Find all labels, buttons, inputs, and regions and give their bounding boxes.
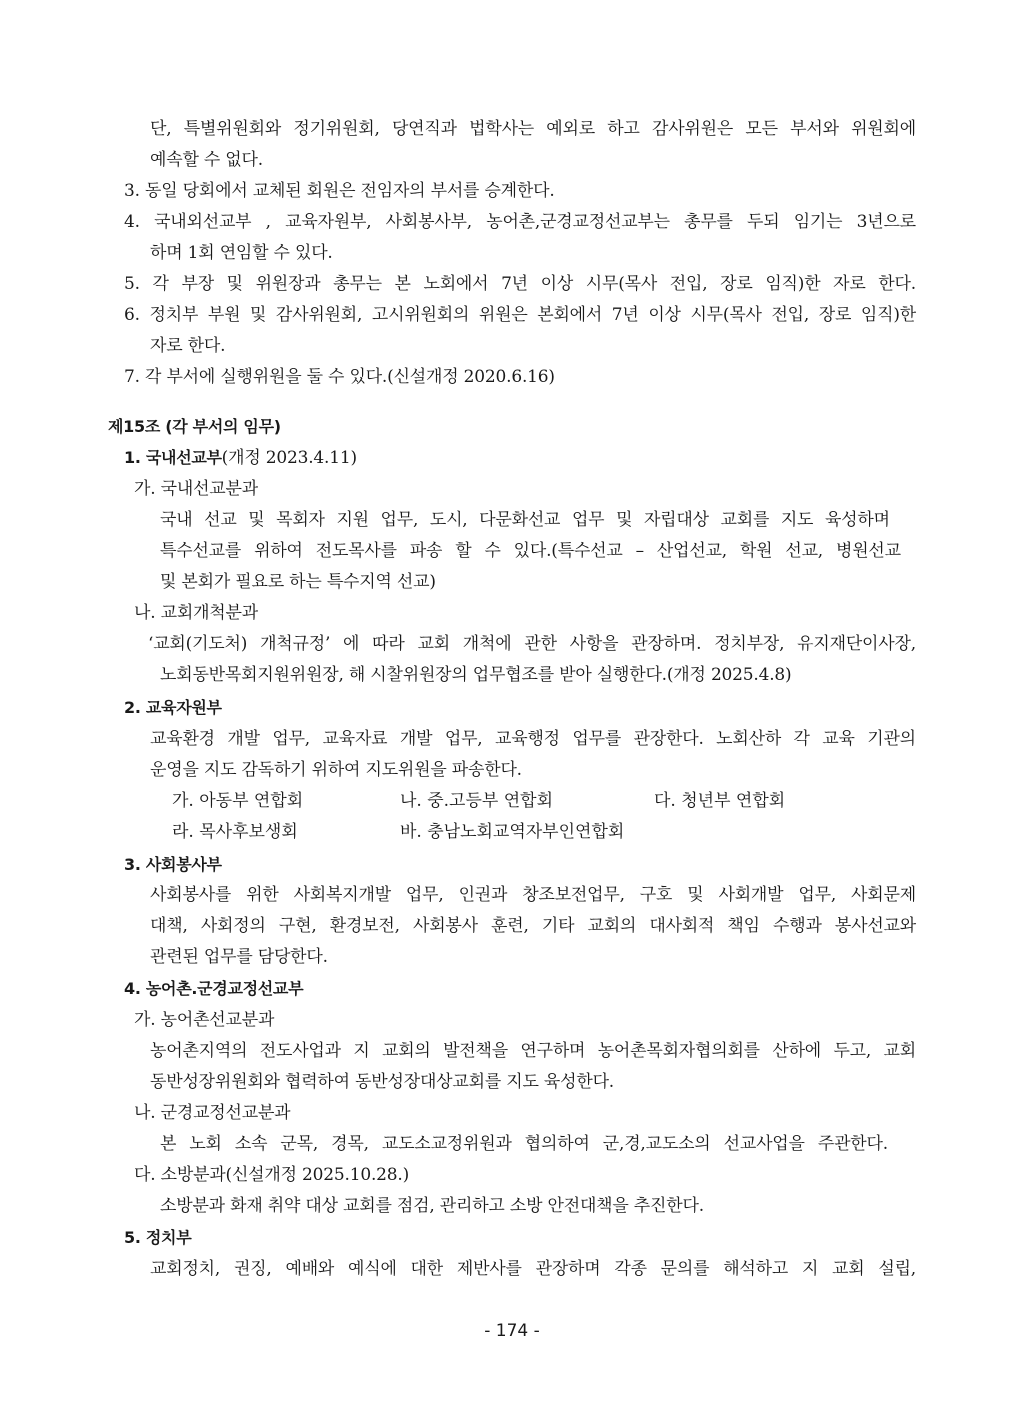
group-item: 다. 청년부 연합회 [654,791,786,811]
word: 지도 [780,510,814,530]
word: 개발 [399,729,433,749]
word: 개발 [227,729,260,749]
word: 주관한다. [817,1134,888,1154]
word: 위원장과 [255,274,321,294]
word: 선교, [785,541,824,561]
word: 모든 [745,119,778,139]
word: 전도사업과 [259,1041,341,1061]
paragraph-line: 관련된 업무를 담당한다. [150,947,328,967]
word: 이상 [540,274,574,294]
word: 단, [150,119,172,139]
paragraph-line: 하며 1회 연임할 수 있다. [150,243,333,263]
word: 두고, [833,1041,872,1061]
word: 따라 [372,634,405,654]
word: 업무, [444,729,483,749]
word: 해석하고 [723,1259,789,1279]
word: 교육자료 [322,729,388,749]
list-item-7: 7. 각 부서에 실행위원을 둘 수 있다.(신설개정 2020.6.16) [124,367,555,387]
word: – [635,541,644,561]
subsection-heading: 가. 국내선교분과 [134,479,258,499]
word: 7년 [611,305,639,325]
word: 예배와 [285,1259,335,1279]
word: 법학사는 [469,119,535,139]
paragraph-line: 노회동반목회지원위원장, 해 시찰위원장의 업무협조를 받아 실행한다.(개정 2025.4.8) [160,665,792,685]
word: 본회에서 [537,305,603,325]
word: 자립대상 [643,510,709,530]
word: 선교 [204,510,237,530]
word: 권징, [233,1259,272,1279]
paragraph-line [160,509,890,531]
word: 사회정의 [200,916,266,936]
word: 업무, [798,885,837,905]
list-item-3: 3. 동일 당회에서 교체된 회원은 전임자의 부서를 승계한다. [124,181,555,201]
word: 업무, [272,729,310,749]
paragraph-line [150,118,916,140]
word: 교육자원부, [285,212,372,232]
word: 교회의 [587,916,637,936]
paragraph-line [150,728,916,750]
word: 구현, [278,916,317,936]
list-item-4 [124,211,916,233]
paragraph-line [150,1258,916,1280]
word: 특별위원회와 [183,119,282,139]
word: 고시위원회의 [371,305,470,325]
word: 당연직과 [391,119,457,139]
word: 총무를 [684,212,733,232]
word: 책임 [727,916,760,936]
word: 협의하여 [524,1134,590,1154]
word: 업무, [405,885,444,905]
section-2-title: 2. 교육자원부 [124,698,222,717]
word: 발전책을 [443,1041,508,1061]
word: 선교사업을 [723,1134,805,1154]
word: 시무(목사 [585,274,658,294]
word: 다문화선교 [479,510,561,530]
word: 관장한다. [633,729,704,749]
word: 개척에 [462,634,512,654]
word: 자로 [833,274,866,294]
word: 농어촌지역의 [150,1041,248,1061]
word: 5. [124,274,140,294]
word: 문의를 [660,1259,710,1279]
word: 관한 [524,634,557,654]
word: 3년으로 [856,212,916,232]
word: 사회복지개발 [293,885,391,905]
word: 및 [616,510,633,530]
word: 군목, [280,1134,319,1154]
word: 전입, [669,274,708,294]
word: 에 [343,634,360,654]
word: 기관의 [867,729,916,749]
paragraph-line [160,540,901,562]
subsection-heading: 나. 군경교정선교분과 [134,1103,291,1123]
word: 및 [687,885,704,905]
word: 개척규정’ [260,634,331,654]
word: 및 [226,274,243,294]
word: 도시, [429,510,468,530]
word: 목회자 [276,510,325,530]
word: 4. [124,212,140,232]
paragraph-line: 동반성장위원회와 협력하여 동반성장대상교회를 지도 육성한다. [150,1072,615,1092]
group-item: 바. 충남노회교역자부인연합회 [400,822,625,842]
page-number: - 174 - [484,1321,540,1341]
word: 수행과 [773,916,822,936]
word: 학원 [739,541,773,561]
word: ‘교회(기도처) [148,634,248,654]
word: 정기위원회, [293,119,380,139]
word: 창조보전업무, [522,885,625,905]
word: 있다.(특수선교 [513,541,623,561]
word: 지 [801,1259,819,1279]
word: 제반사를 [456,1259,522,1279]
word: 교회의 [381,1041,431,1061]
word: 교육환경 [150,729,215,749]
word: 사회문제 [851,885,916,905]
word: 교육 [822,729,855,749]
word: 예외로 [546,119,595,139]
word: 교육행정 [495,729,560,749]
word: 위원은 [478,305,528,325]
word: 육성하며 [824,510,890,530]
word: 위한 [246,885,279,905]
word: 업무, [380,510,419,530]
word: 수 [484,541,501,561]
word: 농어촌목회자협의회를 [597,1041,760,1061]
paragraph-line: 소방분과 화재 취약 대상 교회를 점검, 관리하고 소방 안전대책을 추진한다. [160,1196,704,1216]
section-1-note: (개정 2023.4.11) [221,448,357,468]
word: 사회봉사를 [150,885,232,905]
word: 위하여 [254,541,303,561]
word: 부원 [207,305,241,325]
word: 인권과 [458,885,508,905]
word: 교도소교정위원과 [381,1134,512,1154]
word: 노회에서 [423,274,489,294]
group-item: 라. 목사후보생회 [172,822,298,842]
word: 사회봉사부, [385,212,472,232]
word: 이상 [648,305,681,325]
word: 훈련, [491,916,529,936]
section-1-heading [124,447,357,469]
word: 하고 [607,119,640,139]
word: 각 [793,729,810,749]
word: 관장하며. [631,634,702,654]
word: 시무(목사 [690,305,762,325]
word: 구호 [639,885,673,905]
paragraph-line: 운영을 지도 감독하기 위하여 지도위원을 파송한다. [150,760,522,780]
word: 총무는 [333,274,382,294]
paragraph-line [150,1040,916,1062]
word: 봉사선교와 [834,916,916,936]
word: 업무를 [572,729,622,749]
word: 유지재단이사장, [797,634,916,654]
word: 각 [152,274,169,294]
section-3-title: 3. 사회봉사부 [124,855,222,874]
word: 정치부장, [714,634,785,654]
paragraph-line: 예속할 수 없다. [150,150,263,170]
word: 및 [248,510,265,530]
word: 설립, [878,1259,916,1279]
word: 감사위원회, [275,305,363,325]
word: 교회 [883,1041,916,1061]
word: , [265,212,271,232]
word: 본 [160,1134,177,1154]
word: 7년 [501,274,528,294]
word: 전도목사를 [315,541,397,561]
word: 산업선교, [656,541,727,561]
word: 파송 [409,541,443,561]
list-item-5 [124,273,916,295]
word: 임직)한 [860,305,916,325]
word: 장로 [720,274,753,294]
word: 예식에 [348,1259,397,1279]
word: 부장 [181,274,214,294]
word: 6. [124,305,140,325]
paragraph-line [150,884,916,906]
word: 지원 [336,510,369,530]
word: 대책, [150,916,188,936]
word: 대사회적 [649,916,715,936]
word: 사항을 [569,634,619,654]
word: 및 [249,305,267,325]
word: 농어촌,군경교정선교부는 [486,212,670,232]
word: 정치부 [149,305,199,325]
word: 교회 [417,634,450,654]
word: 노회 [189,1134,222,1154]
word: 산하에 [772,1041,822,1061]
article-title: 제15조 (각 부서의 임무) [108,417,281,436]
word: 각종 [614,1259,647,1279]
word: 연구하며 [520,1041,586,1061]
section-1-title: 1. 국내선교부 [124,448,222,467]
word: 관장하며 [535,1259,601,1279]
word: 위원회에 [851,119,916,139]
word: 소속 [234,1134,268,1154]
paragraph-line [160,1133,888,1155]
word: 임직)한 [765,274,821,294]
word: 병원선교 [835,541,901,561]
group-item: 나. 중.고등부 연합회 [400,791,553,811]
group-item: 가. 아동부 연합회 [172,791,304,811]
subsection-heading: 가. 농어촌선교분과 [134,1010,275,1030]
word: 국내 [160,510,193,530]
word: 경목, [331,1134,369,1154]
word: 대한 [410,1259,443,1279]
word: 교회 [832,1259,865,1279]
list-item-6 [124,304,916,326]
word: 한다. [878,274,916,294]
word: 환경보전, [329,916,400,936]
word: 두되 [747,212,780,232]
word: 감사위원은 [651,119,734,139]
word: 사회봉사 [412,916,478,936]
word: 교회정치, [150,1259,221,1279]
word: 부서와 [790,119,839,139]
section-5-title: 5. 정치부 [124,1228,192,1247]
word: 기타 [541,916,575,936]
paragraph-line [148,633,916,655]
paragraph-line: 자로 한다. [150,336,226,356]
section-4-title: 4. 농어촌.군경교정선교부 [124,979,304,998]
subsection-heading: 나. 교회개척분과 [134,603,258,623]
word: 군,경,교도소의 [602,1134,711,1154]
word: 지 [353,1041,370,1061]
paragraph-line [150,915,916,937]
word: 전입, [771,305,810,325]
word: 업무 [571,510,605,530]
subsection-heading: 다. 소방분과(신설개정 2025.10.28.) [134,1165,410,1185]
word: 특수선교를 [160,541,242,561]
word: 장로 [818,305,852,325]
word: 임기는 [793,212,843,232]
word: 국내외선교부 [154,212,252,232]
word: 할 [455,541,472,561]
word: 노회산하 [716,729,782,749]
word: 본 [394,274,411,294]
paragraph-line: 및 본회가 필요로 하는 특수지역 선교) [160,572,436,592]
word: 교회를 [720,510,770,530]
word: 사회개발 [718,885,784,905]
